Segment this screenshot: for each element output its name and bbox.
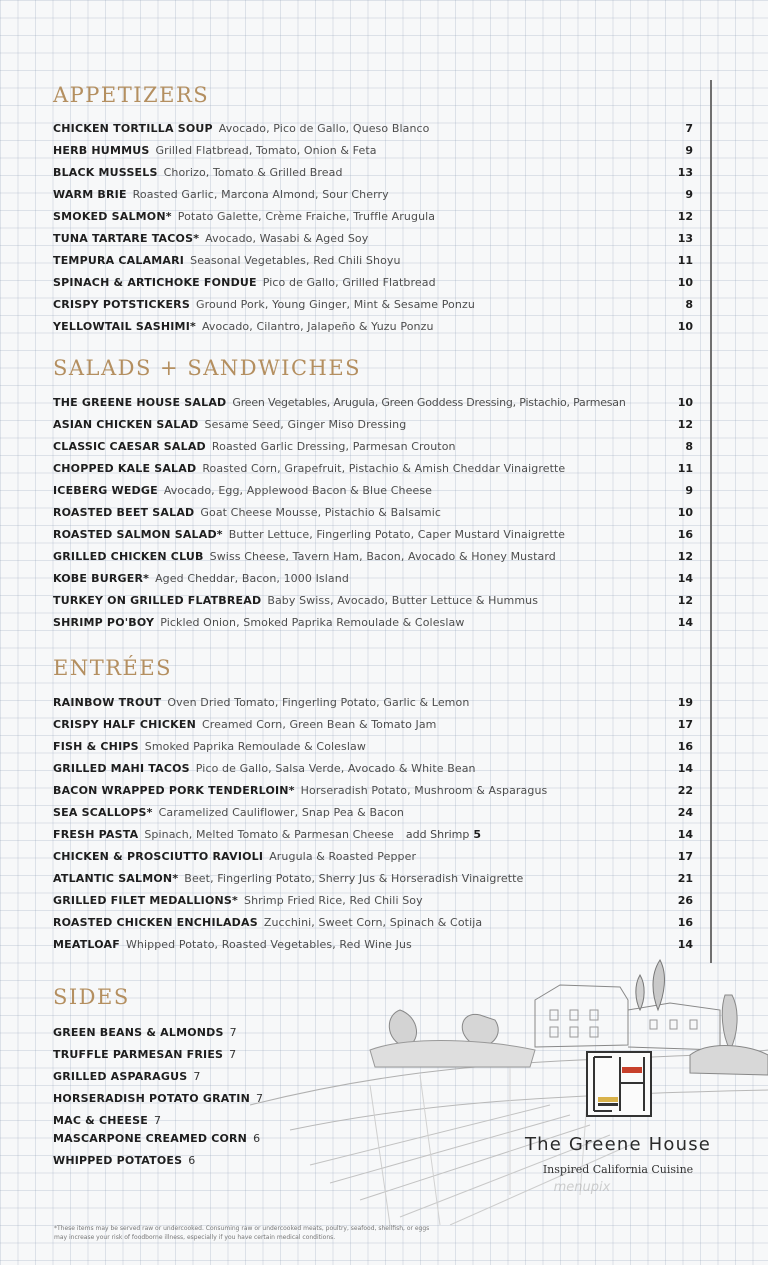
item-price: 10: [677, 320, 693, 333]
item-description: Whipped Potato, Roasted Vegetables, Red Wine Jus: [125, 938, 412, 951]
item-name: FRESH PASTA: [53, 828, 139, 841]
item-name: HORSERADISH POTATO GRATIN: [53, 1092, 250, 1105]
entrees-heading: ENTRÉES: [53, 656, 173, 680]
watermark: menupix: [553, 1180, 611, 1195]
item-price: 16: [677, 528, 693, 541]
item-description: Avocado, Cilantro, Jalapeño & Yuzu Ponzu: [201, 320, 434, 333]
menu-item: [53, 717, 437, 733]
item-description: Avocado, Egg, Applewood Bacon & Blue Cheese: [163, 484, 433, 497]
item-name: BLACK MUSSELS: [53, 166, 158, 179]
menu-item: [53, 893, 423, 909]
item-price: 14: [677, 616, 693, 629]
sides-heading: SIDES: [53, 985, 130, 1009]
menu-item: [53, 593, 538, 609]
item-price: 7: [193, 1070, 201, 1083]
item-price: 14: [677, 938, 693, 951]
item-price: 8: [685, 440, 693, 453]
side-item: [53, 1025, 237, 1041]
menu-item: [53, 739, 366, 755]
item-price: 24: [677, 806, 693, 819]
item-description: Oven Dried Tomato, Fingerling Potato, Garlic & Lemon: [167, 696, 470, 709]
item-price: 6: [188, 1154, 196, 1167]
logo-mark: [586, 1051, 652, 1117]
menu-item: [53, 461, 565, 477]
item-description: Avocado, Pico de Gallo, Queso Blanco: [218, 122, 430, 135]
item-description: Ground Pork, Young Ginger, Mint & Sesame Ponzu: [195, 298, 475, 311]
side-item: [53, 1153, 195, 1169]
item-name: GRILLED CHICKEN CLUB: [53, 550, 204, 563]
item-name: TEMPURA CALAMARI: [53, 254, 185, 267]
item-name: ROASTED BEET SALAD: [53, 506, 195, 519]
item-price: 9: [685, 144, 693, 157]
item-price: 14: [677, 572, 693, 585]
menu-item: [53, 143, 377, 159]
item-name: SHRIMP PO'BOY: [53, 616, 155, 629]
item-description: Seasonal Vegetables, Red Chili Shoyu: [190, 254, 401, 267]
item-description: Shrimp Fried Rice, Red Chili Soy: [244, 894, 423, 907]
item-name: ROASTED SALMON SALAD*: [53, 528, 223, 541]
item-name: WARM BRIE: [53, 188, 127, 201]
menu-item: [53, 439, 456, 455]
item-price: 9: [685, 188, 693, 201]
item-name: TUNA TARTARE TACOS*: [53, 232, 200, 245]
menu-item: [53, 615, 465, 631]
item-description: Potato Galette, Crème Fraiche, Truffle Arugula: [177, 210, 436, 223]
item-name: CHOPPED KALE SALAD: [53, 462, 197, 475]
item-description: Roasted Garlic, Marcona Almond, Sour Cherry: [132, 188, 389, 201]
item-price: 7: [153, 1114, 161, 1127]
addon-price: 5: [473, 828, 481, 841]
item-name: MAC & CHEESE: [53, 1114, 148, 1127]
item-price: 9: [685, 484, 693, 497]
item-name: MASCARPONE CREAMED CORN: [53, 1132, 248, 1145]
item-name: ATLANTIC SALMON*: [53, 872, 179, 885]
item-name: GRILLED MAHI TACOS: [53, 762, 190, 775]
item-description: Beet, Fingerling Potato, Sherry Jus & Horseradish Vinaigrette: [184, 872, 524, 885]
raw-food-disclaimer: *These items may be served raw or undercooked. Consuming raw or undercooked meats, poultry, seafood, shellfish, or eggs may increase your risk of foodborne illness, especially if you have certain medical conditions.: [54, 1225, 430, 1241]
item-name: WHIPPED POTATOES: [53, 1154, 183, 1167]
menu-item: [53, 297, 475, 313]
item-description: Goat Cheese Mousse, Pistachio & Balsamic: [200, 506, 442, 519]
salads-sandwiches-heading: SALADS + SANDWICHES: [53, 356, 362, 380]
item-name: YELLOWTAIL SASHIMI*: [53, 320, 196, 333]
menu-item: [53, 549, 556, 565]
item-price: 16: [677, 740, 693, 753]
item-price: 13: [677, 166, 693, 179]
side-item: [53, 1091, 263, 1107]
menu-item: [53, 695, 469, 711]
brand-tagline: Inspired California Cuisine: [542, 1163, 694, 1176]
item-price: 12: [677, 210, 693, 223]
item-price: 10: [677, 276, 693, 289]
side-item: [53, 1069, 200, 1085]
item-price: 7: [256, 1092, 263, 1105]
item-description: Chorizo, Tomato & Grilled Bread: [163, 166, 343, 179]
price-column-divider: [710, 80, 712, 963]
appetizers-heading: APPETIZERS: [53, 83, 210, 107]
item-price: 16: [677, 916, 693, 929]
item-name: ROASTED CHICKEN ENCHILADAS: [53, 916, 258, 929]
item-name: SEA SCALLOPS*: [53, 806, 153, 819]
menu-item: [53, 483, 432, 499]
item-price: 12: [677, 550, 693, 563]
menu-item: [53, 527, 565, 543]
item-description: Aged Cheddar, Bacon, 1000 Island: [155, 572, 349, 585]
item-name: CRISPY HALF CHICKEN: [53, 718, 196, 731]
item-description: Zucchini, Sweet Corn, Spinach & Cotija: [263, 916, 483, 929]
item-name: GREEN BEANS & ALMONDS: [53, 1026, 224, 1039]
item-price: 12: [677, 418, 693, 431]
item-price: 12: [677, 594, 693, 607]
item-price: 7: [229, 1048, 237, 1061]
item-description: Pico de Gallo, Salsa Verde, Avocado & White Bean: [195, 762, 476, 775]
menu-item: [53, 937, 412, 953]
menu-item: [53, 253, 401, 269]
item-price: 26: [677, 894, 693, 907]
item-name: SMOKED SALMON*: [53, 210, 172, 223]
item-name: RAINBOW TROUT: [53, 696, 162, 709]
item-name: MEATLOAF: [53, 938, 120, 951]
item-price: 10: [677, 396, 693, 409]
item-price: 7: [685, 122, 693, 135]
item-description: Smoked Paprika Remoulade & Coleslaw: [144, 740, 366, 753]
item-name: GRILLED FILET MEDALLIONS*: [53, 894, 238, 907]
item-name: ASIAN CHICKEN SALAD: [53, 418, 199, 431]
menu-item: [53, 505, 441, 521]
item-price: 8: [685, 298, 693, 311]
menu-item: [53, 187, 389, 203]
vineyard-villa-illustration: [250, 955, 768, 1225]
item-description: Roasted Corn, Grapefruit, Pistachio & Amish Cheddar Vinaigrette: [202, 462, 566, 475]
menu-item: [53, 849, 416, 865]
item-price: 6: [253, 1132, 261, 1145]
item-name: CHICKEN & PROSCIUTTO RAVIOLI: [53, 850, 264, 863]
item-name: TRUFFLE PARMESAN FRIES: [53, 1048, 224, 1061]
menu-item: [53, 209, 435, 225]
menu-item: [53, 871, 523, 887]
item-name: GRILLED ASPARAGUS: [53, 1070, 188, 1083]
side-item: [53, 1113, 161, 1129]
item-price: 11: [677, 254, 693, 267]
item-description: Sesame Seed, Ginger Miso Dressing: [204, 418, 407, 431]
item-name: HERB HUMMUS: [53, 144, 150, 157]
menu-item: [53, 761, 476, 777]
menu-item: [53, 275, 436, 291]
item-price: 14: [677, 828, 693, 841]
item-name: BACON WRAPPED PORK TENDERLOIN*: [53, 784, 295, 797]
logo-glyph-icon: [588, 1053, 650, 1115]
item-description: Pico de Gallo, Grilled Flatbread: [262, 276, 436, 289]
item-description: Horseradish Potato, Mushroom & Asparagus: [300, 784, 548, 797]
item-price: 10: [677, 506, 693, 519]
item-name: THE GREENE HOUSE SALAD: [53, 396, 227, 409]
addon-label: add Shrimp: [405, 828, 470, 841]
menu-item: [53, 417, 406, 433]
item-name: FISH & CHIPS: [53, 740, 139, 753]
item-description: Creamed Corn, Green Bean & Tomato Jam: [201, 718, 437, 731]
side-item: [53, 1131, 260, 1147]
item-price: 19: [677, 696, 693, 709]
item-description: Avocado, Wasabi & Aged Soy: [205, 232, 369, 245]
menu-item: [53, 121, 430, 137]
item-price: 14: [677, 762, 693, 775]
menu-item: [53, 571, 349, 587]
item-price: 21: [677, 872, 693, 885]
item-description: Caramelized Cauliflower, Snap Pea & Bacon: [158, 806, 404, 819]
menu-item: [53, 231, 368, 247]
item-name: CHICKEN TORTILLA SOUP: [53, 122, 213, 135]
item-price: 17: [677, 718, 693, 731]
item-name: KOBE BURGER*: [53, 572, 150, 585]
item-price: 11: [677, 462, 693, 475]
menu-item: [53, 395, 626, 411]
item-name: ICEBERG WEDGE: [53, 484, 158, 497]
menu-item: [53, 915, 482, 931]
menu-item: [53, 319, 434, 335]
item-description: Grilled Flatbread, Tomato, Onion & Feta: [155, 144, 377, 157]
item-description: Roasted Garlic Dressing, Parmesan Crouton: [211, 440, 456, 453]
side-item: [53, 1047, 236, 1063]
item-price: 17: [677, 850, 693, 863]
item-description: Swiss Cheese, Tavern Ham, Bacon, Avocado & Honey Mustard: [209, 550, 556, 563]
item-name: CRISPY POTSTICKERS: [53, 298, 190, 311]
menu-item: [53, 783, 547, 799]
item-price: 13: [677, 232, 693, 245]
item-name: TURKEY ON GRILLED FLATBREAD: [53, 594, 262, 607]
item-description: Baby Swiss, Avocado, Butter Lettuce & Hummus: [267, 594, 539, 607]
item-name: CLASSIC CAESAR SALAD: [53, 440, 206, 453]
menu-item: [53, 165, 343, 181]
item-description: Spinach, Melted Tomato & Parmesan Cheese: [144, 828, 394, 841]
item-price: 22: [677, 784, 693, 797]
item-description: Green Vegetables, Arugula, Green Goddess Dressing, Pistachio, Parmesan: [232, 396, 626, 409]
item-description: Arugula & Roasted Pepper: [269, 850, 417, 863]
item-name: SPINACH & ARTICHOKE FONDUE: [53, 276, 257, 289]
brand-name: The Greene House: [524, 1134, 712, 1155]
item-description: Pickled Onion, Smoked Paprika Remoulade & Coleslaw: [160, 616, 465, 629]
menu-item: [53, 805, 404, 821]
menu-item: [53, 827, 481, 843]
item-price: 7: [229, 1026, 237, 1039]
item-description: Butter Lettuce, Fingerling Potato, Caper Mustard Vinaigrette: [228, 528, 566, 541]
